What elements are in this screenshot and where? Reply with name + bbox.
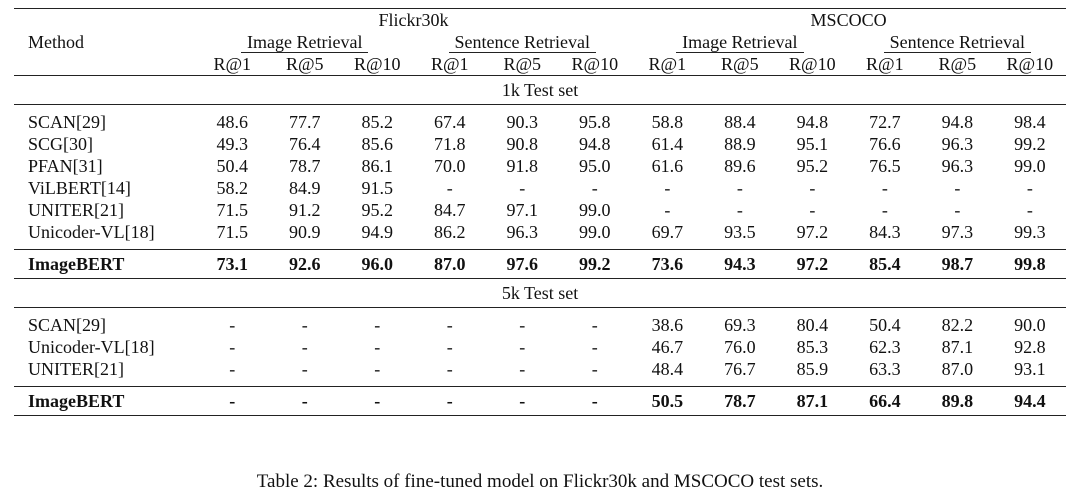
metric-value: 85.4 <box>849 250 922 279</box>
metric-header: R@5 <box>721 54 759 74</box>
metric-value: - <box>374 359 381 379</box>
metric-value: 86.1 <box>361 156 393 176</box>
metric-header: R@5 <box>938 54 977 74</box>
metric-value: 50.4 <box>869 315 901 335</box>
metric-value: - <box>591 359 598 379</box>
metric-value: 88.9 <box>724 134 756 154</box>
method-name: SCG[30] <box>28 134 94 154</box>
results-table-container <box>14 8 1066 416</box>
metric-value: 94.8 <box>941 112 974 132</box>
metric-value: 93.5 <box>724 222 756 242</box>
metric-value: 99.8 <box>994 250 1067 279</box>
metric-header: R@10 <box>789 54 836 74</box>
table-row <box>14 314 1066 336</box>
metric-value: 78.7 <box>704 387 777 416</box>
metric-value: 87.0 <box>941 359 974 379</box>
metric-value: - <box>881 178 888 198</box>
task-header-label: Sentence Retrieval <box>449 32 596 53</box>
metric-value: 96.3 <box>506 222 538 242</box>
table-row <box>14 221 1066 243</box>
metric-value: 85.9 <box>796 359 829 379</box>
metric-value: 87.1 <box>941 337 974 357</box>
table-row <box>14 336 1066 358</box>
metric-value: 63.3 <box>869 359 901 379</box>
metric-value: 70.0 <box>434 156 466 176</box>
metric-value: 46.7 <box>651 337 684 357</box>
dataset-header: Flickr30k <box>196 9 631 32</box>
results-table <box>14 8 1066 416</box>
metric-value: 90.0 <box>1014 315 1046 335</box>
metric-value: 94.9 <box>361 222 393 242</box>
metric-value: 98.7 <box>921 250 994 279</box>
table-caption: Table 2: Results of fine-tuned model on Flickr30k and MSCOCO test sets. <box>256 471 824 492</box>
metric-header: R@1 <box>648 54 687 74</box>
metric-header: R@1 <box>866 54 904 74</box>
metric-value: 50.5 <box>631 387 704 416</box>
metric-value: 92.6 <box>269 250 342 279</box>
metric-value: 85.6 <box>361 134 393 154</box>
metric-value: 58.2 <box>216 178 248 198</box>
metric-header: R@10 <box>1006 54 1054 74</box>
metric-value: - <box>664 178 671 198</box>
metric-value: 87.1 <box>776 387 849 416</box>
metric-value: 71.8 <box>434 134 466 154</box>
method-name: UNITER[21] <box>28 359 124 379</box>
metric-value: 99.2 <box>559 250 632 279</box>
metric-value: - <box>519 315 526 335</box>
metric-value: 48.6 <box>216 112 248 132</box>
metric-value: - <box>954 200 961 220</box>
metric-value: 95.0 <box>579 156 611 176</box>
section-title: 1k Test set <box>14 76 1066 105</box>
metric-value: 76.4 <box>289 134 321 154</box>
metric-value: 94.8 <box>579 134 611 154</box>
task-header-label: Image Retrieval <box>241 32 368 53</box>
table-row <box>14 111 1066 133</box>
task-header <box>849 31 1067 53</box>
metric-value: - <box>446 315 453 335</box>
method-name: Unicoder-VL[18] <box>28 222 155 242</box>
metric-value: 61.4 <box>651 134 684 154</box>
method-name: Unicoder-VL[18] <box>28 337 155 357</box>
metric-value: 97.6 <box>486 250 559 279</box>
metric-value: 69.7 <box>651 222 684 242</box>
metric-value: 97.1 <box>506 200 538 220</box>
metric-value: - <box>446 337 453 357</box>
metric-value: - <box>1026 200 1033 220</box>
metric-value: 91.8 <box>506 156 538 176</box>
metric-header: R@5 <box>503 54 542 74</box>
metric-value: 71.5 <box>216 200 248 220</box>
metric-value: - <box>736 178 743 198</box>
table-row <box>14 177 1066 199</box>
metric-value: - <box>414 387 487 416</box>
metric-value: - <box>809 200 816 220</box>
section-title: 5k Test set <box>14 279 1066 308</box>
metric-value: 72.7 <box>869 112 901 132</box>
highlight-row <box>14 250 1066 279</box>
metric-value: 50.4 <box>216 156 248 176</box>
metric-header: R@10 <box>353 54 401 74</box>
metric-value: 58.8 <box>651 112 684 132</box>
metric-value: 99.0 <box>579 222 611 242</box>
metric-value: 86.2 <box>434 222 466 242</box>
metric-value: 61.6 <box>651 156 684 176</box>
metric-value: 73.6 <box>631 250 704 279</box>
table-row <box>14 155 1066 177</box>
metric-value: 93.1 <box>1014 359 1046 379</box>
method-name: PFAN[31] <box>28 156 103 176</box>
metric-value: - <box>519 337 526 357</box>
metric-header: R@1 <box>213 54 252 74</box>
metric-value: 97.3 <box>941 222 974 242</box>
metric-value: - <box>486 387 559 416</box>
metric-value: - <box>519 178 526 198</box>
metric-value: - <box>446 178 453 198</box>
metric-value: 91.5 <box>361 178 393 198</box>
method-name: ImageBERT <box>14 387 196 416</box>
metric-value: 99.0 <box>579 200 611 220</box>
metric-value: 99.2 <box>1014 134 1046 154</box>
method-name: ViLBERT[14] <box>28 178 131 198</box>
method-header <box>14 9 196 32</box>
metric-value: - <box>591 337 598 357</box>
metric-value: - <box>809 178 816 198</box>
metric-value: - <box>341 387 414 416</box>
metric-value: 96.3 <box>941 134 974 154</box>
metric-value: 99.0 <box>1014 156 1046 176</box>
metric-value: 84.3 <box>869 222 901 242</box>
metric-value: - <box>591 315 598 335</box>
metric-value: 71.5 <box>216 222 248 242</box>
dataset-header: MSCOCO <box>631 9 1066 32</box>
task-header <box>414 31 632 53</box>
metric-value: 48.4 <box>651 359 684 379</box>
header-row-tasks <box>14 31 1066 53</box>
metric-value: 38.6 <box>651 315 684 335</box>
metric-value: 80.4 <box>796 315 829 335</box>
method-header: Method <box>28 32 84 52</box>
metric-value: - <box>591 178 598 198</box>
task-header <box>196 31 414 53</box>
metric-value: 67.4 <box>434 112 466 132</box>
metric-value: 88.4 <box>724 112 756 132</box>
metric-value: - <box>664 200 671 220</box>
metric-value: 94.8 <box>796 112 829 132</box>
method-name: ImageBERT <box>14 250 196 279</box>
metric-value: 49.3 <box>216 134 248 154</box>
task-header <box>631 31 849 53</box>
task-header-label: Image Retrieval <box>676 32 803 53</box>
section-title-row <box>14 76 1066 105</box>
metric-value: 62.3 <box>869 337 901 357</box>
metric-value: - <box>269 387 342 416</box>
metric-value: 69.3 <box>724 315 756 335</box>
metric-value: 95.2 <box>796 156 829 176</box>
metric-header-spacer <box>14 53 196 76</box>
metric-value: - <box>229 337 236 357</box>
table-row <box>14 199 1066 221</box>
metric-value: - <box>374 315 381 335</box>
metric-value: 76.0 <box>724 337 756 357</box>
metric-value: 87.0 <box>414 250 487 279</box>
metric-value: 95.2 <box>361 200 393 220</box>
metric-header: R@10 <box>571 54 619 74</box>
metric-value: - <box>446 359 453 379</box>
metric-value: 84.7 <box>434 200 466 220</box>
metric-value: 76.5 <box>869 156 901 176</box>
metric-value: 85.3 <box>796 337 829 357</box>
table-row <box>14 133 1066 155</box>
metric-value: 85.2 <box>361 112 393 132</box>
metric-value: 76.7 <box>724 359 756 379</box>
metric-value: - <box>736 200 743 220</box>
metric-value: 90.8 <box>506 134 538 154</box>
metric-value: 98.4 <box>1014 112 1046 132</box>
metric-value: 97.2 <box>776 250 849 279</box>
metric-value: - <box>229 315 236 335</box>
metric-value: - <box>196 387 269 416</box>
metric-value: - <box>1026 178 1033 198</box>
metric-value: 95.1 <box>796 134 829 154</box>
metric-value: 82.2 <box>941 315 974 335</box>
metric-value: 94.4 <box>994 387 1067 416</box>
metric-value: - <box>229 359 236 379</box>
metric-value: - <box>559 387 632 416</box>
metric-header: R@1 <box>430 54 469 74</box>
metric-value: 89.6 <box>724 156 756 176</box>
metric-value: 66.4 <box>849 387 922 416</box>
metric-value: 94.3 <box>704 250 777 279</box>
method-name: UNITER[21] <box>28 200 124 220</box>
metric-value: 89.8 <box>921 387 994 416</box>
metric-value: - <box>301 337 308 357</box>
metric-value: 73.1 <box>196 250 269 279</box>
metric-value: 90.3 <box>506 112 538 132</box>
section-title-row <box>14 279 1066 308</box>
metric-value: 95.8 <box>579 112 611 132</box>
metric-value: 99.3 <box>1014 222 1046 242</box>
method-name: SCAN[29] <box>28 112 107 132</box>
metric-value: 78.7 <box>289 156 321 176</box>
metric-value: 90.9 <box>289 222 321 242</box>
metric-value: - <box>301 315 308 335</box>
metric-value: - <box>881 200 888 220</box>
metric-value: 97.2 <box>796 222 829 242</box>
metric-value: 92.8 <box>1014 337 1046 357</box>
metric-value: 76.6 <box>869 134 901 154</box>
header-row-datasets <box>14 9 1066 32</box>
highlight-row <box>14 387 1066 416</box>
task-header-label: Sentence Retrieval <box>884 32 1031 53</box>
metric-value: 84.9 <box>289 178 321 198</box>
table-row <box>14 358 1066 380</box>
method-name: SCAN[29] <box>28 315 107 335</box>
metric-value: 91.2 <box>289 200 321 220</box>
metric-value: - <box>954 178 961 198</box>
metric-header: R@5 <box>285 54 324 74</box>
metric-value: 96.3 <box>941 156 974 176</box>
metric-value: 96.0 <box>341 250 414 279</box>
metric-value: - <box>374 337 381 357</box>
metric-value: - <box>301 359 308 379</box>
metric-value: 77.7 <box>289 112 321 132</box>
header-row-metrics <box>14 53 1066 76</box>
metric-value: - <box>519 359 526 379</box>
